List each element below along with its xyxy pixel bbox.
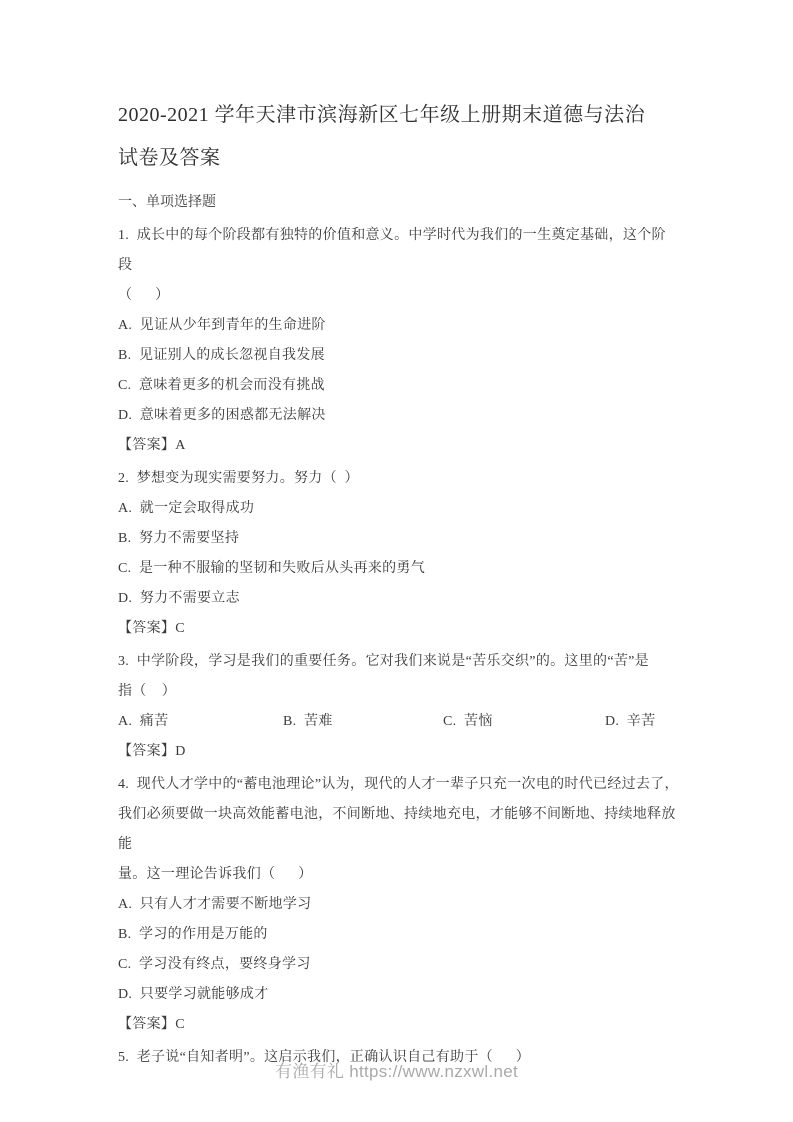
question-list <box>118 221 680 1073</box>
question-stem-line: （ ） <box>118 288 170 303</box>
page-title <box>118 94 680 180</box>
question-block <box>118 647 680 767</box>
page-title-line-2: 试卷及答案 <box>118 147 221 169</box>
question-stem-line: 5. 老子说“自知者明”。这启示我们，正确认识自己有助于（ ） <box>118 1050 531 1065</box>
options-group <box>118 494 680 614</box>
watermark-footer <box>0 1057 793 1082</box>
option-item: B. 苦难 <box>283 714 333 729</box>
question-block <box>118 221 680 461</box>
option-item: D. 只要学习就能够成才 <box>118 987 269 1002</box>
question-block <box>118 464 680 644</box>
option-item: B. 见证别人的成长忽视自我发展 <box>118 348 325 363</box>
option-item: C. 意味着更多的机会而没有挑战 <box>118 378 325 393</box>
options-group <box>118 890 680 1010</box>
document-content <box>118 94 680 1073</box>
options-group <box>118 707 680 737</box>
option-item: A. 就一定会取得成功 <box>118 501 255 516</box>
page-title-line-1: 2020-2021 学年天津市滨海新区七年级上册期末道德与法治 <box>118 104 646 126</box>
options-group <box>118 311 680 431</box>
answer-line: 【答案】C <box>118 1017 185 1032</box>
question-stem-line: 4. 现代人才学中的“蓄电池理论”认为，现代的人才一辈子只充一次电的时代已经过去了， <box>118 777 679 792</box>
option-item: D. 辛苦 <box>605 714 656 729</box>
section-heading: 一、单项选择题 <box>118 195 216 210</box>
option-item: D. 意味着更多的困惑都无法解决 <box>118 408 326 423</box>
answer-line: 【答案】D <box>118 744 186 759</box>
option-item: B. 努力不需要坚持 <box>118 531 240 546</box>
question-block <box>118 770 680 1040</box>
question-stem-line: 3. 中学阶段，学习是我们的重要任务。它对我们来说是“苦乐交织”的。这里的“苦”是 <box>118 654 649 669</box>
answer-line: 【答案】A <box>118 438 186 453</box>
option-item: C. 学习没有终点，要终身学习 <box>118 957 311 972</box>
option-item: D. 努力不需要立志 <box>118 591 240 606</box>
answer-line: 【答案】C <box>118 621 185 636</box>
question-stem-line: 量。这一理论告诉我们（ ） <box>118 867 313 882</box>
option-item: A. 只有人才才需要不断地学习 <box>118 897 312 912</box>
question-stem-line: 指（ ） <box>118 684 177 699</box>
question-stem-line: 我们必须要做一块高效能蓄电池，不间断地、持续地充电，才能够不间断地、持续地释放能 <box>118 807 676 852</box>
option-item: A. 痛苦 <box>118 714 169 729</box>
option-item: A. 见证从少年到青年的生命进阶 <box>118 318 326 333</box>
question-stem-line: 1. 成长中的每个阶段都有独特的价值和意义。中学时代为我们的一生奠定基础，这个阶段 <box>118 228 666 273</box>
option-item: B. 学习的作用是万能的 <box>118 927 268 942</box>
question-stem-line: 2. 梦想变为现实需要努力。努力（ ） <box>118 471 359 486</box>
option-item: C. 苦恼 <box>443 714 493 729</box>
option-item: C. 是一种不服输的坚韧和失败后从头再来的勇气 <box>118 561 426 576</box>
watermark-link-text[interactable]: 有渔有礼 https://www.nzxwl.net <box>274 1062 519 1081</box>
